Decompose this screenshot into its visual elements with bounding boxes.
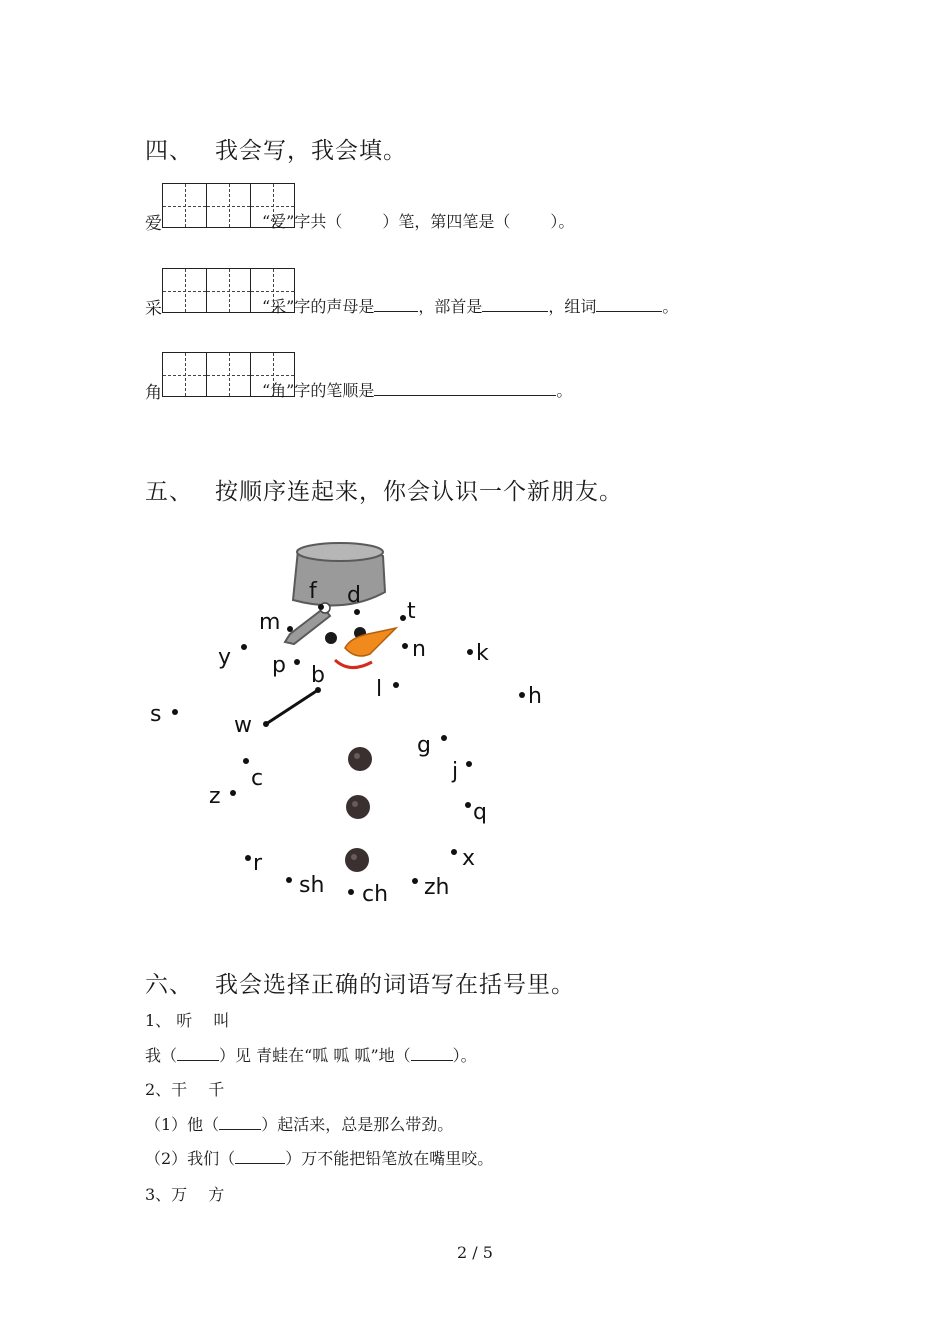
dot [354, 609, 360, 615]
section-title: 我会选择正确的词语写在括号里。 [215, 972, 575, 998]
row-character: 采 [145, 299, 162, 319]
dot [519, 692, 525, 698]
dot-label: j [452, 759, 459, 784]
dot-label: m [259, 610, 281, 635]
dot-label: f [309, 579, 317, 604]
dot [467, 649, 473, 655]
dot-label: sh [299, 873, 325, 898]
question-1-sentence: 我（ ）见 青蛙在“呱 呱 呱”地（ ）。 [145, 1046, 477, 1065]
dot-label: ch [362, 882, 389, 907]
dot-label: r [253, 851, 263, 876]
row-question: “采”字的声母是 ，部首是 ，组词 。 [262, 297, 679, 316]
dot [172, 709, 178, 715]
button-icon [345, 848, 369, 872]
section-5-heading [145, 473, 623, 506]
dot-label: b [311, 663, 325, 688]
dot-label: zh [424, 875, 450, 900]
dot [286, 877, 292, 883]
dot [400, 615, 406, 621]
dot [243, 758, 249, 764]
dot-label: d [347, 583, 361, 608]
mouth-icon [335, 660, 372, 668]
dot [294, 659, 300, 665]
section-title: 按顺序连起来，你会认识一个新朋友。 [215, 479, 623, 505]
dot [393, 682, 399, 688]
answer-blank[interactable] [374, 297, 418, 312]
dot [402, 643, 408, 649]
snowman-dot-puzzle[interactable] [0, 530, 950, 930]
answer-blank[interactable] [219, 1115, 261, 1130]
row-question: “爱”字共（ ）笔，第四笔是（ ）。 [262, 212, 575, 231]
dot-label: q [473, 800, 487, 825]
section-6-heading [145, 966, 575, 999]
question-2-label: 2、干 千 [145, 1080, 225, 1099]
question-2-1-sentence: （1）他（ ）起活来，总是那么带劲。 [145, 1115, 454, 1134]
dot [230, 790, 236, 796]
answer-blank[interactable] [177, 1046, 219, 1061]
button-icon [346, 795, 370, 819]
dot [451, 849, 457, 855]
question-1-label: 1、 听 叫 [145, 1011, 230, 1030]
section-number: 六、 [145, 972, 193, 998]
row-character: 爱 [145, 214, 162, 234]
row-question: “角”字的笔顺是 。 [262, 381, 573, 400]
dot [348, 889, 354, 895]
section-title: 我会写，我会填。 [215, 138, 407, 164]
row-character: 角 [145, 383, 162, 403]
dot [441, 735, 447, 741]
dot-label: x [462, 846, 476, 871]
dot-label: g [417, 733, 431, 758]
eye-icon [325, 632, 337, 644]
dot [287, 626, 293, 632]
dot [263, 721, 269, 727]
dot-label: c [251, 766, 264, 791]
dot [241, 644, 247, 650]
dot [245, 855, 251, 861]
section-4-heading [145, 132, 407, 165]
answer-blank[interactable] [411, 1046, 453, 1061]
dot [466, 761, 472, 767]
dot-label: s [150, 702, 162, 727]
dot-label: y [218, 645, 232, 670]
pot-hat-icon [285, 543, 385, 644]
answer-blank[interactable] [482, 297, 548, 312]
page-number: 2 / 5 [457, 1243, 493, 1262]
dot [465, 802, 471, 808]
section-number: 四、 [145, 138, 193, 164]
dot-label: h [528, 684, 542, 709]
dot-label: w [234, 713, 252, 738]
dot-label: l [376, 677, 383, 702]
dot-label: n [412, 637, 426, 662]
connecting-line [266, 690, 318, 724]
answer-blank[interactable] [596, 297, 662, 312]
answer-blank[interactable] [235, 1149, 285, 1164]
dot [318, 604, 324, 610]
carrot-nose-icon [345, 628, 396, 656]
dot-label: t [407, 599, 416, 624]
dot-label: k [476, 641, 489, 666]
answer-blank[interactable] [374, 381, 556, 396]
question-2-2-sentence: （2）我们（ ）万不能把铅笔放在嘴里咬。 [145, 1149, 494, 1168]
section-number: 五、 [145, 479, 193, 505]
dot [412, 878, 418, 884]
question-3-label: 3、万 方 [145, 1185, 225, 1204]
dot-label: p [272, 653, 286, 678]
dot-label: z [209, 784, 221, 809]
button-icon [348, 747, 372, 771]
